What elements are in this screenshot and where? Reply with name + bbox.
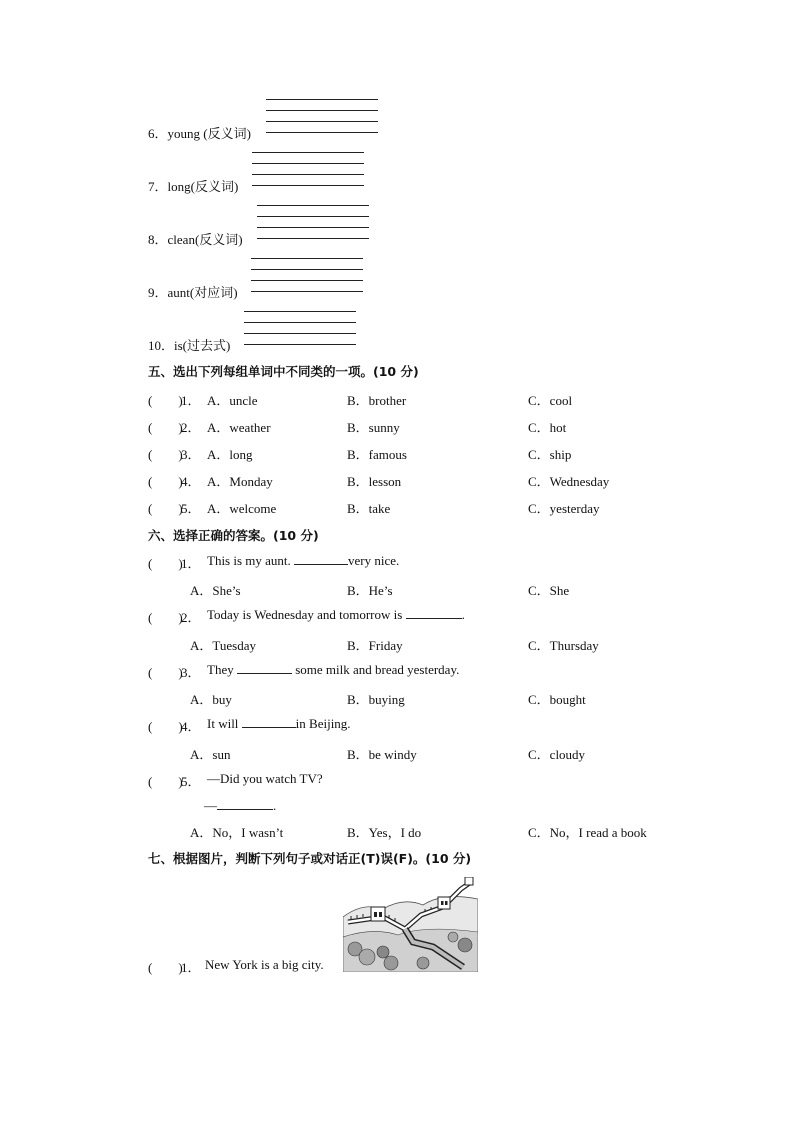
question-number: 1． <box>181 960 201 975</box>
item-number: 9． <box>148 285 168 300</box>
reply-post: . <box>273 798 277 813</box>
option-c: C．bought <box>528 692 586 707</box>
option-b: B．famous <box>347 447 407 462</box>
fill-blank[interactable] <box>237 662 292 674</box>
item-number: 7． <box>148 179 168 194</box>
stem-pre: Today is Wednesday and tomorrow is <box>207 607 406 622</box>
question-text <box>207 662 459 678</box>
option-c: C．ship <box>528 447 572 462</box>
dialog-reply <box>204 798 276 814</box>
item-number: 10． <box>148 338 175 353</box>
word-item-6 <box>148 123 251 142</box>
answer-paren[interactable]: ( ) <box>148 420 183 435</box>
question-number: 4． <box>181 474 201 489</box>
fill-blank[interactable] <box>294 553 348 565</box>
option-b: B．be windy <box>347 747 417 762</box>
option-b: B．brother <box>347 393 407 408</box>
item-word: clean(反义词) <box>167 232 243 247</box>
question-text <box>207 716 351 732</box>
item-word: aunt(对应词) <box>167 285 238 300</box>
option-c: C．yesterday <box>528 501 600 516</box>
stem-post: in Beijing. <box>295 716 351 731</box>
question-number: 1． <box>181 393 201 408</box>
word-item-9 <box>148 282 238 301</box>
answer-paren[interactable]: ( ) <box>148 556 183 571</box>
question-number: 3． <box>181 665 201 680</box>
answer-paren[interactable]: ( ) <box>148 447 183 462</box>
answer-paren[interactable]: ( ) <box>148 610 183 625</box>
stem-pre: They <box>207 662 237 677</box>
option-c: C．Wednesday <box>528 474 610 489</box>
question-text <box>207 553 399 569</box>
stem-post: . <box>461 607 465 622</box>
section-7-title: 七、根据图片，判断下列句子或对话正(T)误(F)。(10 分) <box>148 851 472 866</box>
option-c: C．cloudy <box>528 747 586 762</box>
item-word: is(过去式) <box>174 338 231 353</box>
reply-dash: — <box>204 798 217 813</box>
question-number: 5． <box>181 774 201 789</box>
option-b: B．Yes，I do <box>347 825 422 840</box>
handwriting-lines-10 <box>244 311 356 347</box>
item-word: long(反义词) <box>167 179 239 194</box>
option-b: B．sunny <box>347 420 400 435</box>
option-b: B．take <box>347 501 391 516</box>
stem-post: very nice. <box>348 553 400 568</box>
option-c: C．She <box>528 583 570 598</box>
handwriting-lines-8 <box>257 205 369 241</box>
word-item-8 <box>148 229 243 248</box>
answer-paren[interactable]: ( ) <box>148 719 183 734</box>
question-number: 4． <box>181 719 201 734</box>
option-a: A．No，I wasn’t <box>190 825 284 840</box>
handwriting-lines-7 <box>252 152 364 188</box>
fill-blank[interactable] <box>242 716 296 728</box>
answer-paren[interactable]: ( ) <box>148 474 183 489</box>
word-item-7 <box>148 176 238 195</box>
statement-text: New York is a big city. <box>205 957 324 972</box>
fill-blank[interactable] <box>406 607 462 619</box>
item-number: 6． <box>148 126 168 141</box>
question-number: 2． <box>181 610 201 625</box>
word-item-10 <box>148 335 230 354</box>
question-number: 2． <box>181 420 201 435</box>
great-wall-picture <box>343 877 478 972</box>
answer-paren[interactable]: ( ) <box>148 774 183 789</box>
question-number: 1． <box>181 556 201 571</box>
option-a: A．weather <box>207 420 271 435</box>
option-a: A．welcome <box>207 501 277 516</box>
option-c: C．hot <box>528 420 567 435</box>
option-a: A．uncle <box>207 393 258 408</box>
question-number: 3． <box>181 447 201 462</box>
section-5-title: 五、选出下列每组单词中不同类的一项。(10 分) <box>148 364 419 379</box>
fill-blank[interactable] <box>217 798 273 810</box>
option-c: C．No，I read a book <box>528 825 647 840</box>
answer-paren[interactable]: ( ) <box>148 665 183 680</box>
option-a: A．buy <box>190 692 232 707</box>
handwriting-lines-9 <box>251 258 363 294</box>
stem-post: some milk and bread yesterday. <box>291 662 460 677</box>
answer-paren[interactable]: ( ) <box>148 960 183 975</box>
option-c: C．cool <box>528 393 573 408</box>
option-b: B．He’s <box>347 583 393 598</box>
option-b: B．buying <box>347 692 405 707</box>
option-c: C．Thursday <box>528 638 599 653</box>
option-a: A．Tuesday <box>190 638 256 653</box>
answer-paren[interactable]: ( ) <box>148 501 183 516</box>
answer-paren[interactable]: ( ) <box>148 393 183 408</box>
section-6-title: 六、选择正确的答案。(10 分) <box>148 528 319 543</box>
option-a: A．sun <box>190 747 231 762</box>
option-a: A．She’s <box>190 583 241 598</box>
question-text <box>207 607 465 623</box>
handwriting-lines-6 <box>266 99 378 135</box>
option-a: A．Monday <box>207 474 273 489</box>
question-text: —Did you watch TV? <box>207 771 323 786</box>
option-b: B．lesson <box>347 474 402 489</box>
option-a: A．long <box>207 447 253 462</box>
item-number: 8． <box>148 232 168 247</box>
option-b: B．Friday <box>347 638 403 653</box>
item-word: young (反义词) <box>167 126 251 141</box>
question-number: 5． <box>181 501 201 516</box>
stem-pre: This is my aunt. <box>207 553 295 568</box>
stem-pre: It will <box>207 716 242 731</box>
